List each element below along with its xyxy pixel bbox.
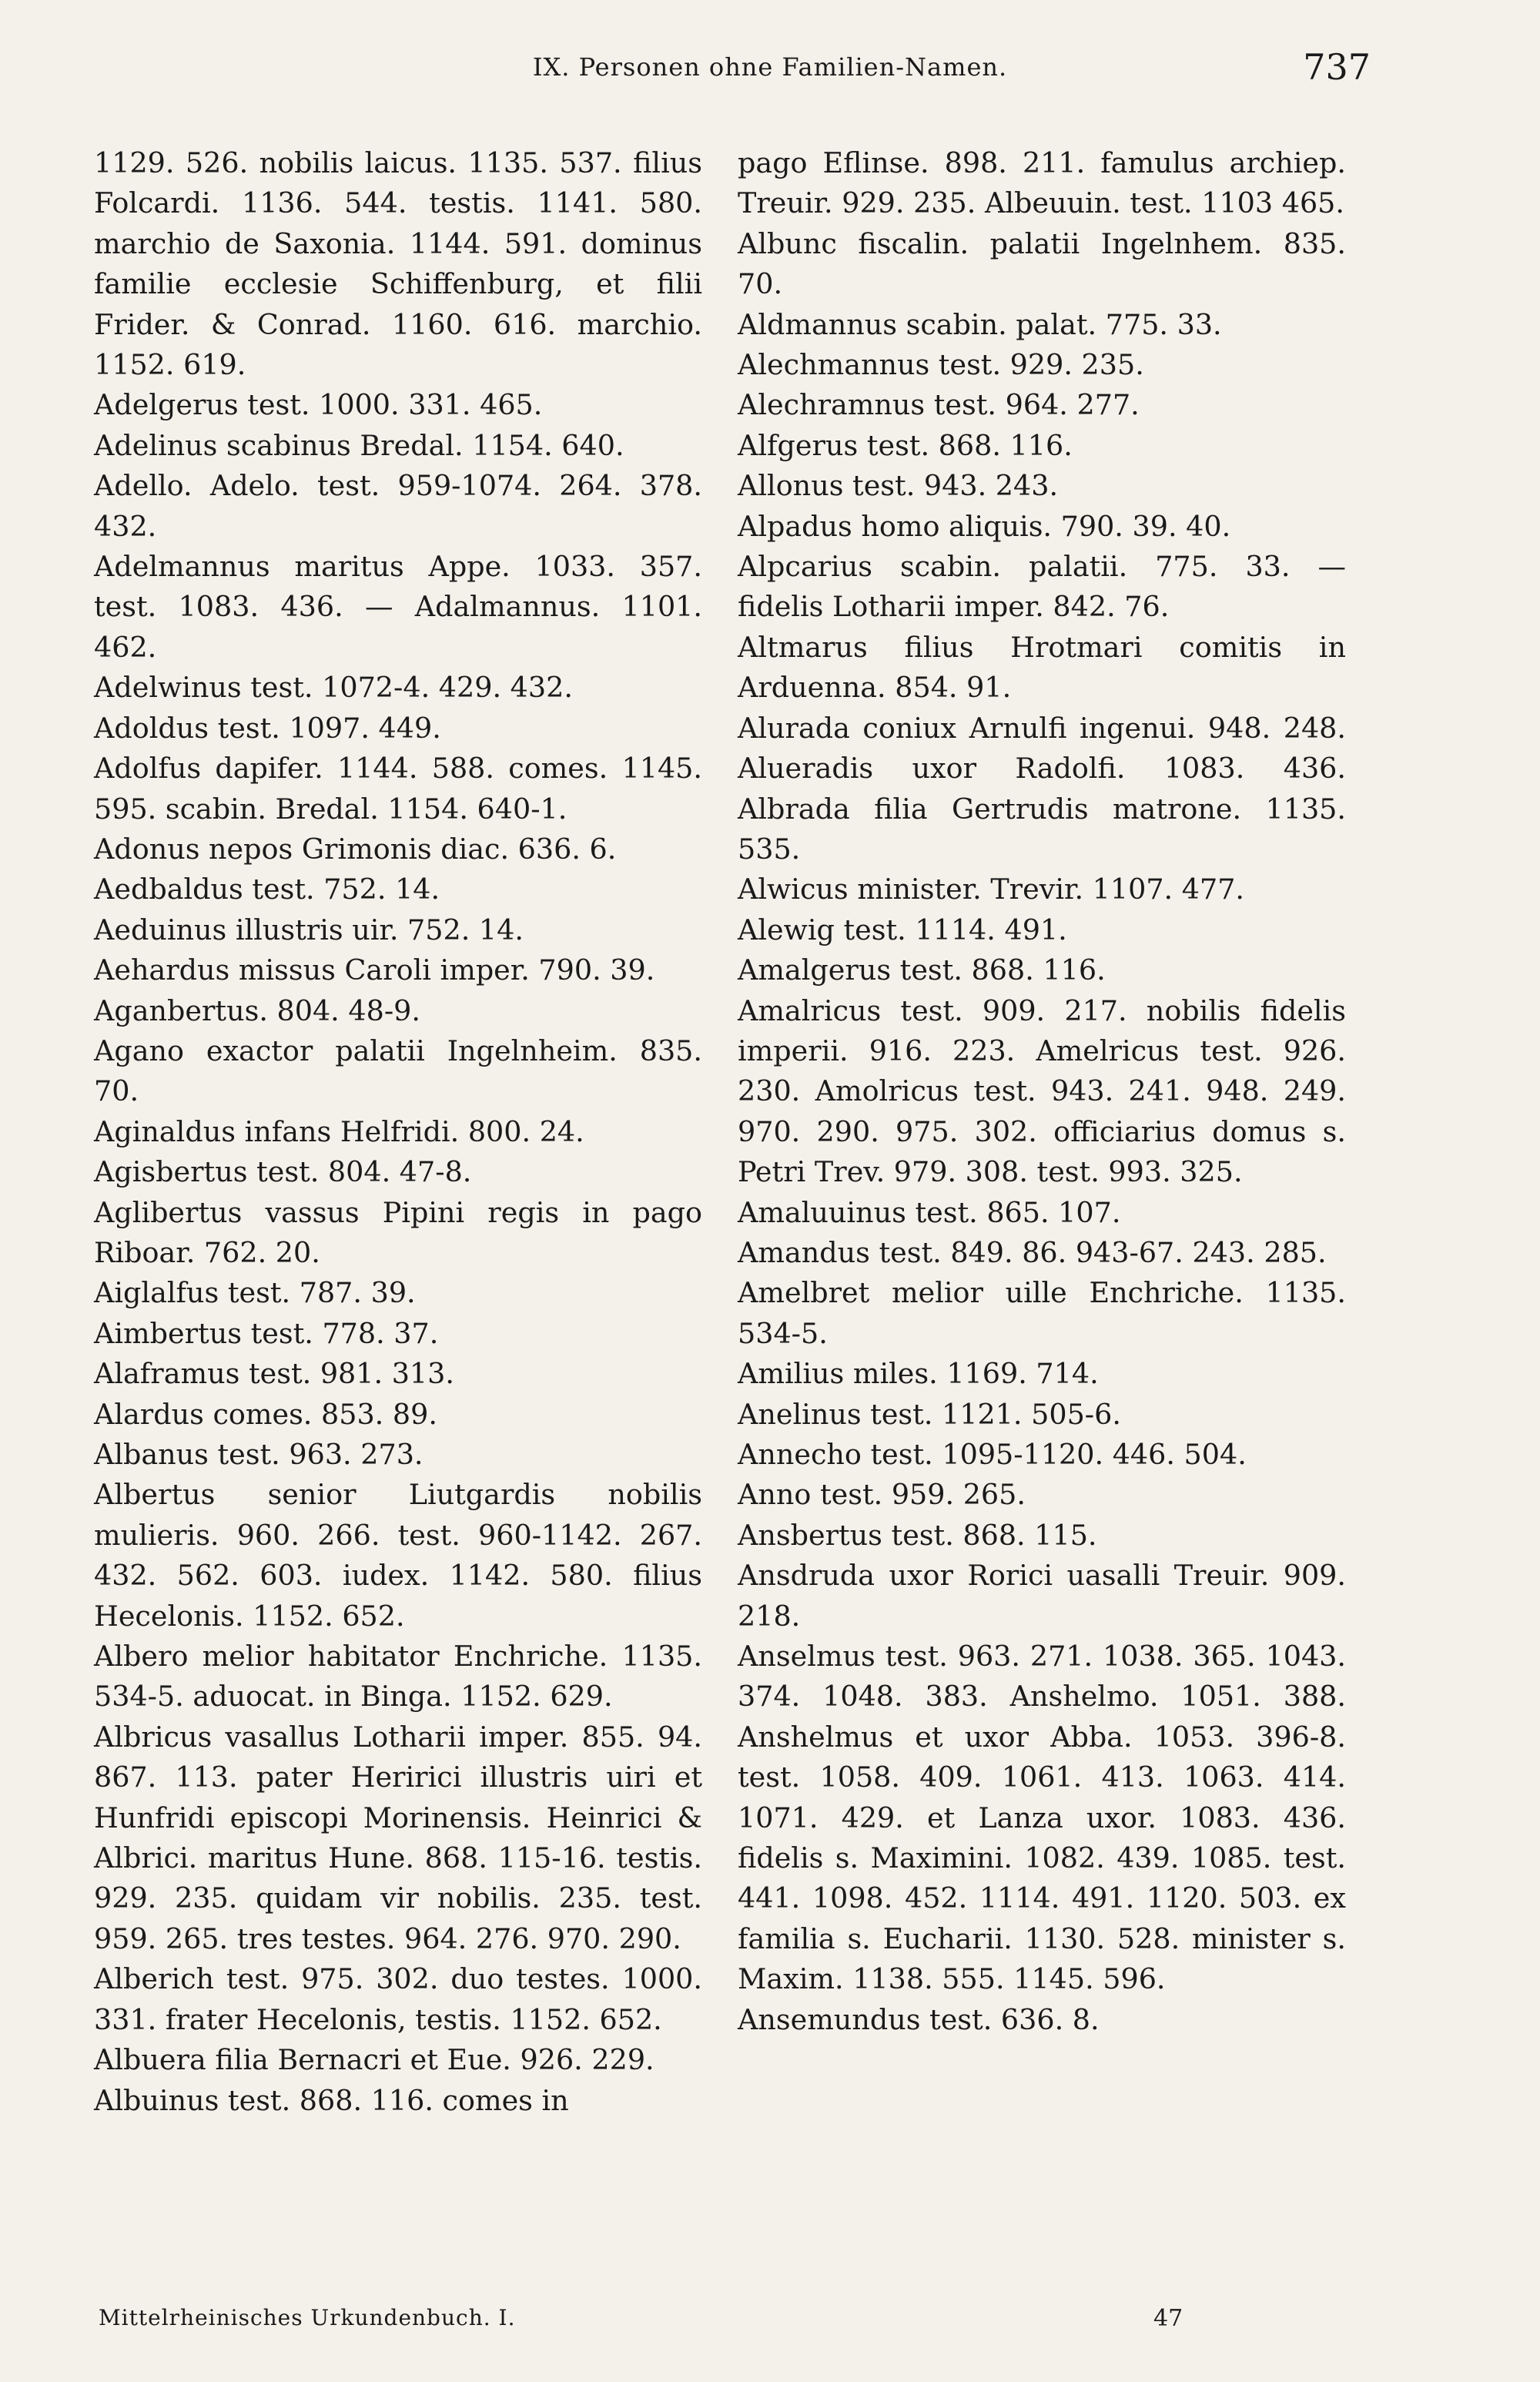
index-entry: pago Eflinse. 898. 211. famulus archiep. Treuir. 929. 235. Albeuuin. test. 1103 465. xyxy=(738,146,1346,220)
index-entry: Aldmannus scabin. palat. 775. 33. xyxy=(738,307,1222,341)
index-entry: Amelbret melior uille Enchriche. 1135. 534-5. xyxy=(738,1276,1346,1350)
index-entry: Adolfus dapifer. 1144. 588. comes. 1145. 595. scabin. Bredal. 1154. 640-1. xyxy=(94,752,702,826)
index-entry: Ansemundus test. 636. 8. xyxy=(738,2002,1100,2036)
index-entry: Aedbaldus test. 752. 14. xyxy=(94,873,440,906)
index-entry: Amilius miles. 1169. 714. xyxy=(738,1357,1099,1391)
index-entry: Alpadus homo aliquis. 790. 39. 40. xyxy=(738,509,1231,543)
index-entry: Alaframus test. 981. 313. xyxy=(94,1357,454,1391)
index-entry: Albuera filia Bernacri et Eue. 926. 229. xyxy=(94,2043,654,2077)
index-entry: Alberich test. 975. 302. duo testes. 1000. 331. frater Hecelonis, testis. 1152. 652. xyxy=(94,1962,702,2036)
index-entry: Agisbertus test. 804. 47-8. xyxy=(94,1155,472,1189)
index-entry: Adelgerus test. 1000. 331. 465. xyxy=(94,388,543,422)
index-entry: Albuinus test. 868. 116. comes in xyxy=(94,2083,569,2117)
index-entry: Aimbertus test. 778. 37. xyxy=(94,1316,439,1350)
right-column xyxy=(738,143,1346,2040)
index-entry: Anselmus test. 963. 271. 1038. 365. 1043. 374. 1048. 383. Anshelmo. 1051. 388. Anshelmus et uxor Abba. 1053. 396-8. test. 1058. 409. 1061. 413. 1063. 414. 1071. 429. et Lanza uxor. 1083. 436. fidelis s. Maximini. 1082. 439. 1085. test. 441. 1098. 452. 1114. 491. 1120. 503. ex familia s. Eucharii. 1130. 528. minister s. Maxim. 1138. 555. 1145. 596. xyxy=(738,1640,1346,1996)
index-entry: Albricus vasallus Lotharii imper. 855. 94. 867. 113. pater Heririci illustris uiri et Hunfridi episcopi Morinensis. Heinrici & Albrici. maritus Hune. 868. 115-16. testis. 929. 235. quidam vir nobilis. 235. test. 959. 265. tres testes. 964. 276. 970. 290. xyxy=(94,1720,702,1955)
footer-book-title: Mittelrheinisches Urkundenbuch. I. xyxy=(99,2305,516,2330)
index-entry: Anno test. 959. 265. xyxy=(738,1478,1026,1512)
index-entry: Ansdruda uxor Rorici uasalli Treuir. 909. 218. xyxy=(738,1559,1346,1633)
index-entry: Alpcarius scabin. palatii. 775. 33. — fidelis Lotharii imper. 842. 76. xyxy=(738,550,1346,624)
index-entry: Alewig test. 1114. 491. xyxy=(738,913,1067,946)
index-entry: Albunc fiscalin. palatii Ingelnhem. 835. 70. xyxy=(738,226,1346,301)
index-entry: Anelinus test. 1121. 505-6. xyxy=(738,1397,1121,1431)
index-entry: Adonus nepos Grimonis diac. 636. 6. xyxy=(94,832,617,866)
index-entry: Allonus test. 943. 243. xyxy=(738,469,1059,503)
index-entry: Albanus test. 963. 273. xyxy=(94,1438,424,1471)
index-entry: Adelmannus maritus Appe. 1033. 357. test. 1083. 436. — Adalmannus. 1101. 462. xyxy=(94,550,702,664)
running-title: IX. Personen ohne Familien-Namen. xyxy=(532,52,1008,82)
index-entry: Albero melior habitator Enchriche. 1135. 534-5. aduocat. in Binga. 1152. 629. xyxy=(94,1640,702,1714)
index-entry: Aehardus missus Caroli imper. 790. 39. xyxy=(94,953,655,987)
index-entry: Aeduinus illustris uir. 752. 14. xyxy=(94,913,524,946)
index-entry: Alechmannus test. 929. 235. xyxy=(738,348,1144,382)
index-entry: Ansbertus test. 868. 115. xyxy=(738,1518,1097,1552)
index-entry: Adelinus scabinus Bredal. 1154. 640. xyxy=(94,428,624,462)
index-entry: Amalricus test. 909. 217. nobilis fidelis imperii. 916. 223. Amelricus test. 926. 230. Amolricus test. 943. 241. 948. 249. 970. 290. 975. 302. officiarius domus s. Petri Trev. 979. 308. test. 993. 325. xyxy=(738,993,1346,1189)
index-entry: Adello. Adelo. test. 959-1074. 264. 378. 432. xyxy=(94,469,702,543)
index-entry: Alfgerus test. 868. 116. xyxy=(738,428,1073,462)
index-entry: Alwicus minister. Trevir. 1107. 477. xyxy=(738,873,1245,906)
index-entry: Amalgerus test. 868. 116. xyxy=(738,953,1106,987)
index-entry: Amandus test. 849. 86. 943-67. 243. 285. xyxy=(738,1235,1327,1269)
index-entry: Albertus senior Liutgardis nobilis mulieris. 960. 266. test. 960-1142. 267. 432. 562. 603. iudex. 1142. 580. filius Hecelonis. 1152. 652. xyxy=(94,1478,702,1633)
index-entry: Adoldus test. 1097. 449. xyxy=(94,711,441,745)
index-entry: Alurada coniux Arnulfi ingenui. 948. 248. Alueradis uxor Radolfi. 1083. 436. Albrada filia Gertrudis matrone. 1135. 535. xyxy=(738,711,1346,866)
index-entry: Altmarus filius Hrotmari comitis in Arduenna. 854. 91. xyxy=(738,630,1346,705)
index-entry: Adelwinus test. 1072-4. 429. 432. xyxy=(94,671,573,705)
left-column xyxy=(94,143,702,2121)
index-entry: Annecho test. 1095-1120. 446. 504. xyxy=(738,1438,1247,1471)
index-entry: Aginaldus infans Helfridi. 800. 24. xyxy=(94,1114,584,1148)
index-entry: Alechramnus test. 964. 277. xyxy=(738,388,1140,422)
page-number: 737 xyxy=(1303,46,1371,88)
index-entry: Amaluuinus test. 865. 107. xyxy=(738,1195,1121,1229)
index-entry: Agano exactor palatii Ingelnheim. 835. 70. xyxy=(94,1034,702,1108)
index-entry: Aganbertus. 804. 48-9. xyxy=(94,993,420,1027)
index-entry: Alardus comes. 853. 89. xyxy=(94,1397,437,1431)
index-entry: 1129. 526. nobilis laicus. 1135. 537. filius Folcardi. 1136. 544. testis. 1141. 580. marchio de Saxonia. 1144. 591. dominus familie ecclesie Schiffenburg, et filii Frider. & Conrad. 1160. 616. marchio. 1152. 619. xyxy=(94,146,702,382)
index-entry: Aiglalfus test. 787. 39. xyxy=(94,1276,416,1310)
index-entry: Aglibertus vassus Pipini regis in pago Riboar. 762. 20. xyxy=(94,1195,702,1269)
footer-signature: 47 xyxy=(1153,2305,1183,2332)
